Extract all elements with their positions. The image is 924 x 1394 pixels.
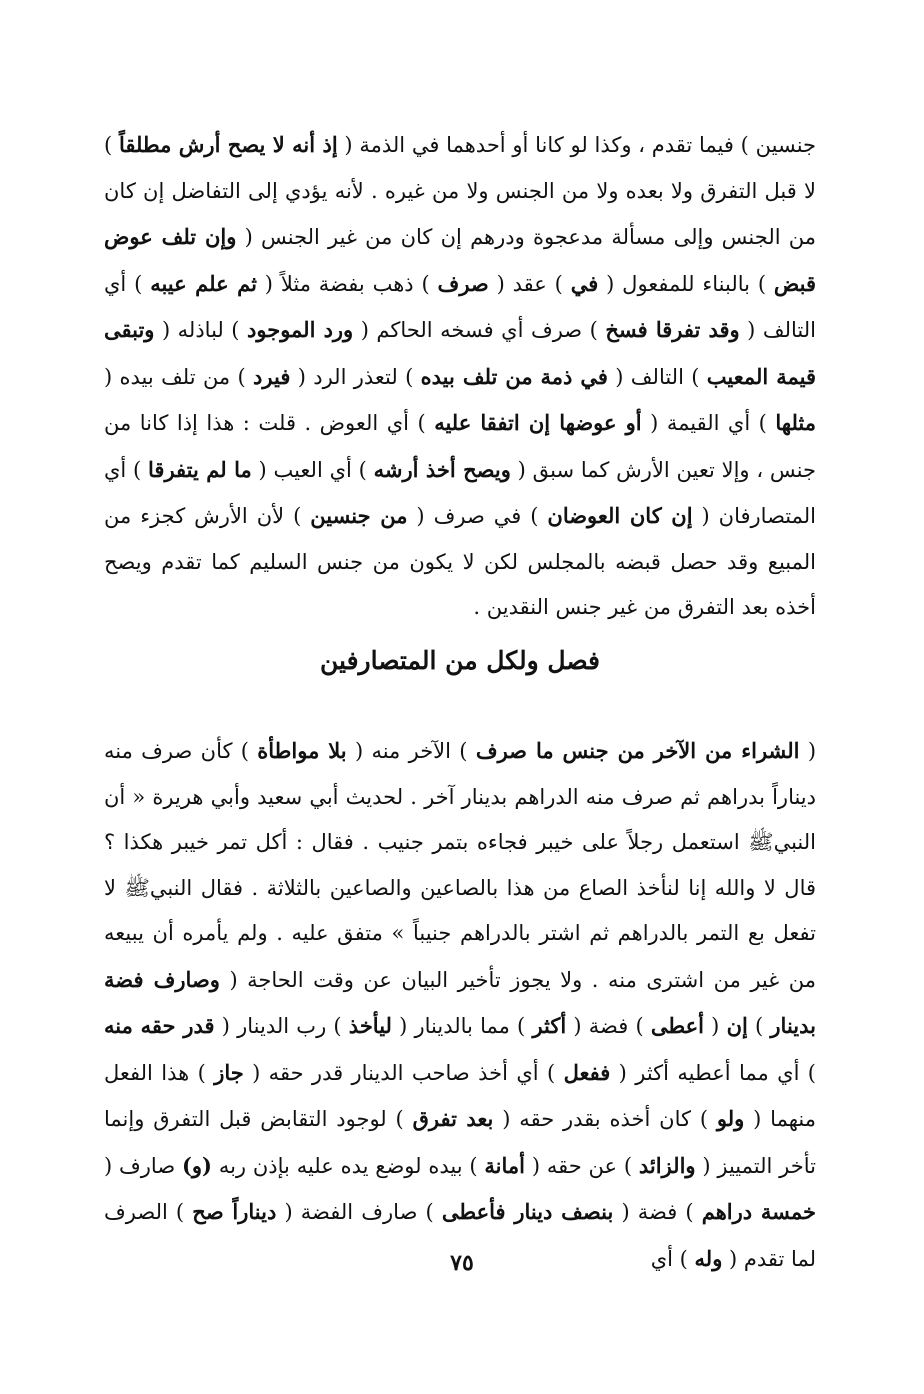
bold-matn-segment: في ذمة من تلف بيده bbox=[420, 363, 608, 389]
bold-matn-segment: في bbox=[570, 270, 599, 296]
bold-matn-segment: مثلها bbox=[775, 410, 816, 435]
bold-matn-segment: إن كان العوضان bbox=[547, 503, 693, 528]
bold-matn-segment: وله bbox=[694, 1245, 723, 1271]
commentary-segment: ) أي العيب ( bbox=[251, 457, 374, 482]
commentary-segment: ) من تلف بيده ( bbox=[104, 364, 254, 389]
commentary-segment: ) رب الدينار ( bbox=[214, 1014, 349, 1038]
bold-matn-segment: خمسة دراهم bbox=[701, 1199, 817, 1224]
bold-matn-segment: ففعل bbox=[563, 1059, 611, 1085]
bold-matn-segment: من جنسين bbox=[310, 503, 408, 528]
bold-matn-segment: بلا مواطأة bbox=[257, 738, 347, 763]
bold-matn-segment: والزائد bbox=[638, 1152, 696, 1178]
commentary-segment: ) هذا الفعل منهما ( bbox=[104, 1060, 816, 1131]
bold-matn-segment: إن bbox=[726, 1013, 748, 1038]
commentary-segment: ( bbox=[799, 739, 817, 763]
commentary-segment: ) لأن الأرش كجزء من المبيع وقد حصل قبضه بالمجلس لكن لا يكون من جنس السليم كما تقدم ويصح أخذه بعد التفرق من غير جنس النقدين . bbox=[104, 504, 816, 619]
commentary-segment: ) بالبناء للمفعول ( bbox=[598, 271, 774, 296]
commentary-segment: ) أي القيمة ( bbox=[641, 411, 776, 435]
bold-matn-segment: صرف bbox=[437, 270, 489, 296]
bold-matn-segment: ويصح أخذ أرشه bbox=[373, 456, 511, 482]
commentary-segment: ) صارف الفضة ( bbox=[276, 1200, 442, 1224]
bold-matn-segment: بنصف دينار فأعطى bbox=[441, 1199, 614, 1224]
commentary-segment: ) التالف ( bbox=[607, 364, 707, 389]
commentary-segment: ) أي العوض . قلت : هذا إذا كانا من جنس ، وإلا تعين الأرش كما سبق ( bbox=[104, 411, 816, 482]
commentary-segment: ) لوجود التقابض قبل التفرق وإنما تأخر التمييز ( bbox=[104, 1107, 816, 1178]
bold-matn-segment: (و) bbox=[181, 1152, 212, 1178]
commentary-segment: ) بيده لوضع يده عليه بإذن ربه bbox=[212, 1153, 485, 1178]
commentary-segment: ) أي المتصارفان ( bbox=[104, 457, 816, 528]
bold-matn-segment: أعطى bbox=[650, 1013, 704, 1038]
commentary-segment: ) في صرف ( bbox=[407, 504, 548, 528]
commentary-segment: ) لباذله ( bbox=[154, 318, 248, 342]
bold-matn-segment: فيرد bbox=[253, 363, 291, 389]
bold-matn-segment: بعد تفرق bbox=[412, 1106, 494, 1131]
bold-matn-segment: ولو bbox=[716, 1106, 745, 1131]
page-number: ٧٥ bbox=[450, 1250, 474, 1276]
commentary-segment: جنسين ) فيما تقدم ، وكذا لو كانا أو أحدهما في الذمة ( bbox=[337, 133, 817, 157]
commentary-segment: ) الصرف لما تقدم ( bbox=[104, 1200, 816, 1271]
commentary-segment: ) مما بالدينار ( bbox=[391, 1014, 533, 1038]
body-paragraph-1 bbox=[104, 122, 816, 631]
commentary-segment: صارف ( bbox=[104, 1153, 182, 1178]
bold-matn-segment: ما لم يتفرقا bbox=[148, 456, 252, 482]
commentary-segment: ) صرف أي فسخه الحاكم ( bbox=[353, 318, 606, 342]
commentary-segment: ) الآخر منه ( bbox=[346, 739, 476, 763]
bold-matn-segment: وقد تفرقا فسخ bbox=[605, 317, 740, 342]
commentary-segment: ) bbox=[747, 1014, 771, 1038]
bold-matn-segment: ديناراً صح bbox=[192, 1199, 277, 1224]
bold-matn-segment: الشراء من الآخر من جنس ما صرف bbox=[475, 738, 800, 763]
commentary-segment: ( bbox=[703, 1014, 727, 1038]
bold-matn-segment: جاز bbox=[214, 1059, 244, 1085]
commentary-segment: ) فضة ( bbox=[566, 1014, 651, 1038]
commentary-segment: ) فضة ( bbox=[613, 1200, 702, 1224]
commentary-segment: ) كان أخذه بقدر حقه ( bbox=[493, 1107, 717, 1131]
section-heading: فصل ولكل من المتصارفين bbox=[320, 646, 600, 675]
commentary-segment: ) ذهب بفضة مثلاً ( bbox=[256, 271, 438, 296]
commentary-segment: ) أي مما أعطيه أكثر ( bbox=[610, 1060, 816, 1085]
bold-matn-segment: أمانة bbox=[484, 1152, 526, 1178]
bold-matn-segment: ورد الموجود bbox=[247, 317, 354, 342]
bold-matn-segment: وصارف فضة بدينار bbox=[104, 966, 816, 1038]
commentary-segment: ) لتعذر الرد ( bbox=[290, 364, 421, 389]
commentary-segment: ) أي bbox=[650, 1246, 695, 1271]
bold-matn-segment: وتبقى قيمة المعيب bbox=[104, 317, 816, 389]
bold-matn-segment: أكثر bbox=[532, 1013, 567, 1038]
bold-matn-segment: ليأخذ bbox=[348, 1013, 392, 1038]
bold-matn-segment: وإن تلف عوض قبض bbox=[104, 224, 816, 296]
bold-matn-segment: أو عوضها إن اتفقا عليه bbox=[434, 410, 642, 435]
bold-matn-segment: ثم علم عيبه bbox=[150, 270, 257, 296]
commentary-segment: ) عقد ( bbox=[488, 271, 571, 296]
commentary-segment: ) عن حقه ( bbox=[525, 1153, 639, 1178]
body-paragraph-2 bbox=[104, 728, 816, 1282]
bold-matn-segment: قدر حقه منه bbox=[104, 1013, 215, 1038]
bold-matn-segment: إذ أنه لا يصح أرش مطلقاً bbox=[118, 132, 338, 157]
commentary-segment: ) كأن صرف منه ديناراً بدراهم ثم صرف منه الدراهم بدينار آخر . لحديث أبي سعيد وأبي هريرة « أن النبيﷺ استعمل رجلاً على خيبر فجاءه بتمر جنيب . فقال : أكل تمر خيبر هكذا ؟ قال لا والله إنا لنأخذ الصاع من هذا بالصاعين والصاعين بالثلاثة . فقال النبيﷺ لا تفعل بع التمر بالدراهم ثم اشتر بالدراهم جنيباً » متفق عليه . ولم يأمره أن يبيعه من غير من اشترى منه . ولا يجوز تأخير البيان عن وقت الحاجة ( bbox=[104, 739, 816, 992]
commentary-segment: ) أي أخذ صاحب الدينار قدر حقه ( bbox=[243, 1060, 564, 1085]
commentary-segment: ) أي التالف ( bbox=[104, 271, 816, 342]
commentary-segment: ) لا قبل التفرق ولا بعده ولا من الجنس ولا من غيره . لأنه يؤدي إلى التفاضل إن كان من الجنس وإلى مسألة مدعجوة ودرهم إن كان من غير الجنس ( bbox=[104, 133, 816, 249]
